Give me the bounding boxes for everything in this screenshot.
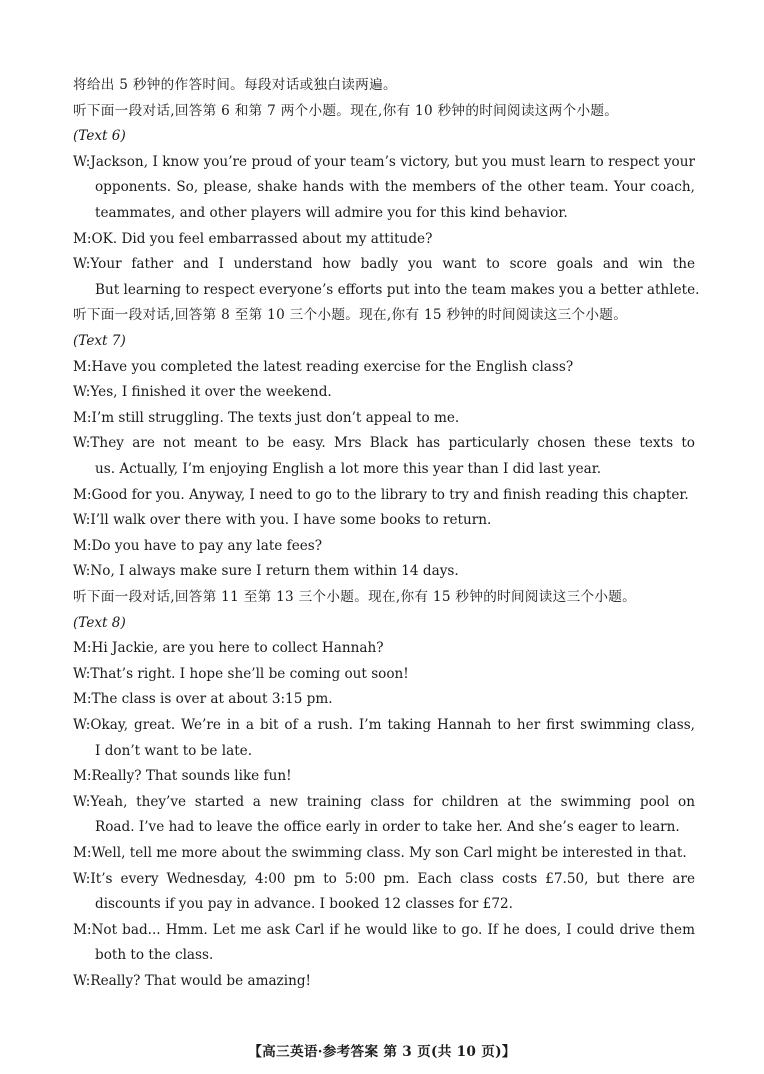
dialogue-line: both to the class. <box>95 947 214 964</box>
dialogue-line: W:They are not meant to be easy. Mrs Black has particularly chosen these texts to <box>73 435 695 452</box>
dialogue-line: W:Jackson, I know you’re proud of your team’s victory, but you must learn to respect your <box>73 153 695 170</box>
dialogue-line: W:I’ll walk over there with you. I have some books to return. <box>73 512 492 529</box>
instruction-line: 听下面一段对话,回答第 11 至第 13 三个小题。现在,你有 15 秒钟的时间阅读这三个小题。 <box>73 589 637 605</box>
dialogue-line: M:OK. Did you feel embarrassed about my attitude? <box>73 230 433 247</box>
dialogue-line: W:Your father and I understand how badly you want to score goals and win the <box>73 256 695 273</box>
dialogue-line: M:I’m still struggling. The texts just don’t appeal to me. <box>73 409 460 426</box>
dialogue-line: W:Really? That would be amazing! <box>73 973 311 989</box>
dialogue-line: But learning to respect everyone’s efforts put into the team makes you a better athlete. <box>95 281 700 298</box>
instruction-line: 听下面一段对话,回答第 6 和第 7 两个小题。现在,你有 10 秒钟的时间阅读这两个小题。 <box>73 102 619 119</box>
section-label: (Text 8) <box>73 614 126 631</box>
dialogue-line: M:Have you completed the latest reading exercise for the English class? <box>73 358 574 375</box>
dialogue-line: opponents. So, please, shake hands with the members of the other team. Your coach, <box>95 179 695 196</box>
dialogue-line: W:Yes, I finished it over the weekend. <box>73 384 332 401</box>
dialogue-line: us. Actually, I’m enjoying English a lot more this year than I did last year. <box>95 461 602 477</box>
dialogue-line: W:Yeah, they’ve started a new training class for children at the swimming pool on <box>73 793 695 810</box>
dialogue-line: W:Okay, great. We’re in a bit of a rush. I’m taking Hannah to her first swimming class, <box>73 717 695 733</box>
section-label: (Text 6) <box>73 128 126 145</box>
dialogue-line: W:That’s right. I hope she’ll be coming out soon! <box>73 665 409 682</box>
section-label: (Text 7) <box>73 333 126 349</box>
dialogue-line: M:The class is over at about 3:15 pm. <box>73 691 333 708</box>
dialogue-line: discounts if you pay in advance. I booked 12 classes for £72. <box>95 896 513 913</box>
dialogue-line: teammates, and other players will admire you for this kind behavior. <box>95 205 568 221</box>
instruction-line: 听下面一段对话,回答第 8 至第 10 三个小题。现在,你有 15 秒钟的时间阅读这三个小题。 <box>73 307 628 324</box>
instruction-line: 将给出 5 秒钟的作答时间。每段对话或独白读两遍。 <box>73 77 397 93</box>
dialogue-line: M:Do you have to pay any late fees? <box>73 537 323 554</box>
dialogue-line: M:Hi Jackie, are you here to collect Hannah? <box>73 640 384 657</box>
dialogue-line: W:It’s every Wednesday, 4:00 pm to 5:00 pm. Each class costs £7.50, but there are <box>73 870 695 887</box>
dialogue-line: I don’t want to be late. <box>95 742 253 759</box>
dialogue-line: Road. I’ve had to leave the office early in order to take her. And she’s eager to learn. <box>95 819 680 836</box>
dialogue-line: W:No, I always make sure I return them within 14 days. <box>73 563 459 580</box>
dialogue-line: M:Really? That sounds like fun! <box>73 768 292 785</box>
dialogue-line: M:Good for you. Anyway, I need to go to the library to try and finish reading this chapter. <box>73 486 689 503</box>
dialogue-line: M:Well, tell me more about the swimming class. My son Carl might be interested in that. <box>73 845 687 861</box>
dialogue-line: M:Not bad... Hmm. Let me ask Carl if he would like to go. If he does, I could drive them <box>73 921 695 938</box>
page-footer: 【高三英语·参考答案 第 3 页(共 10 页)】 <box>248 1044 516 1060</box>
